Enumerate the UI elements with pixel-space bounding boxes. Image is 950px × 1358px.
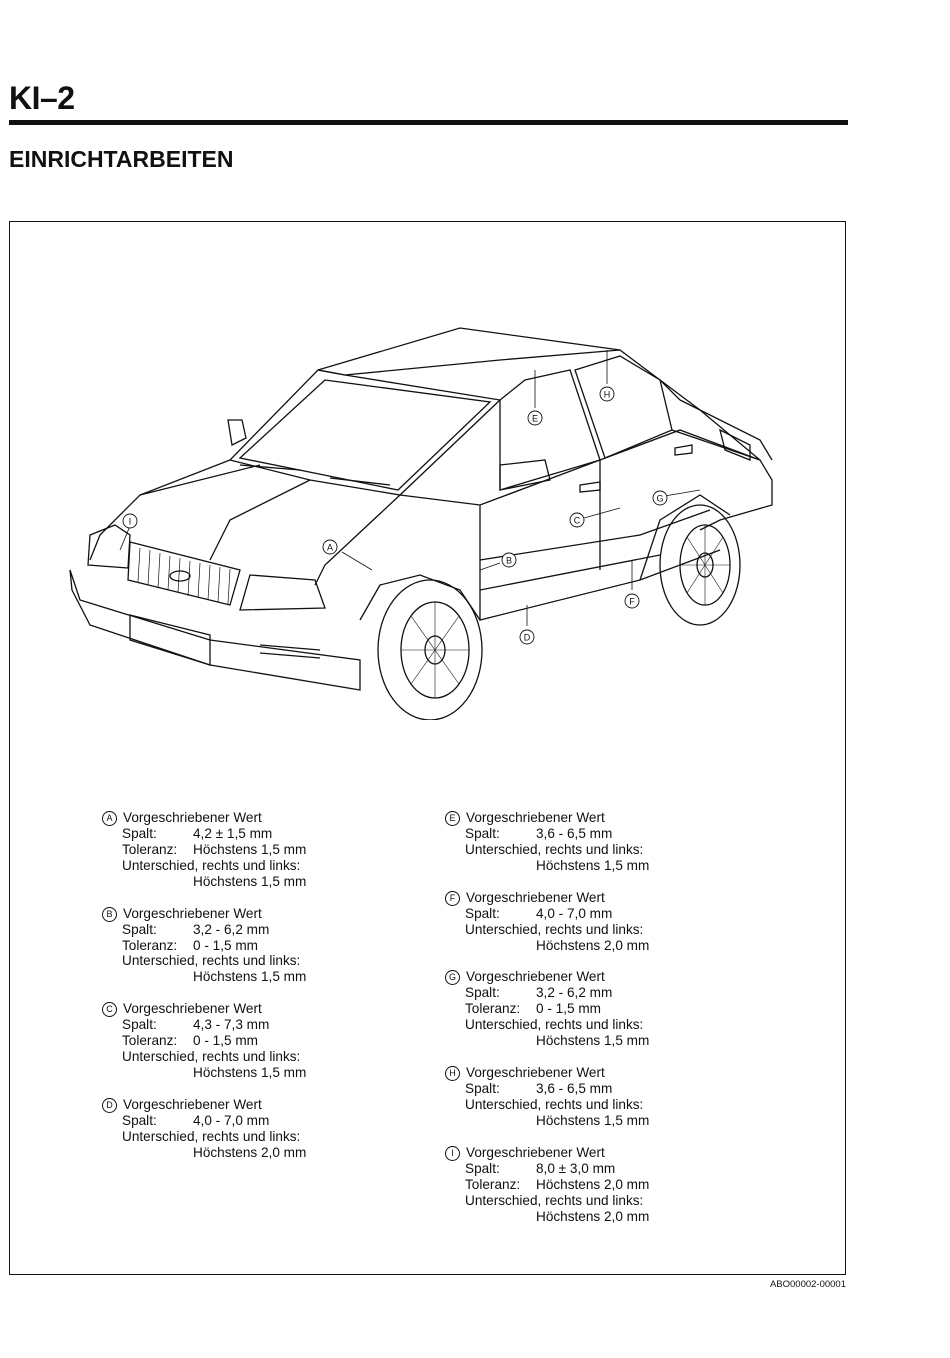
spec-value: 3,6 - 6,5 mm: [536, 1081, 613, 1097]
car-illustration: [60, 320, 780, 720]
spec-value: 3,2 - 6,2 mm: [193, 921, 270, 937]
callout-mark: B: [102, 907, 117, 922]
spec-label: Spalt:: [465, 826, 500, 841]
callout-mark: C: [102, 1002, 117, 1017]
callout-label: H: [603, 389, 611, 400]
spec-value: 0 - 1,5 mm: [193, 1033, 258, 1049]
spec-label: Spalt:: [465, 985, 500, 1001]
callout-mark: E: [445, 811, 460, 826]
callout-mark: A: [102, 811, 117, 826]
spec-title: Vorgeschriebener Wert: [466, 810, 605, 825]
spec-value: 3,2 - 6,2 mm: [536, 985, 613, 1001]
spec-entry-c: [102, 1001, 306, 1081]
spec-value: Höchstens 1,5 mm: [193, 841, 307, 857]
spec-value: Höchstens 1,5 mm: [536, 857, 650, 873]
spec-value: Höchstens 1,5 mm: [193, 1064, 307, 1080]
callout-mark: H: [445, 1066, 460, 1081]
spec-title: Vorgeschriebener Wert: [466, 969, 605, 985]
spec-title: Vorgeschriebener Wert: [466, 1144, 605, 1160]
spec-label: Unterschied, rechts und links:: [465, 1017, 644, 1033]
spec-value: Höchstens 1,5 mm: [193, 969, 307, 985]
spec-entry-h: [445, 1065, 649, 1129]
spec-value: 4,2 ± 1,5 mm: [193, 826, 273, 841]
spec-column-right: [445, 810, 649, 1240]
spec-value: 4,0 - 7,0 mm: [536, 905, 613, 921]
spec-value: Höchstens 2,0 mm: [536, 1208, 650, 1224]
spec-title: Vorgeschriebener Wert: [123, 905, 262, 921]
spec-label: Spalt:: [465, 1160, 500, 1176]
spec-value: 0 - 1,5 mm: [193, 937, 258, 953]
spec-title: Vorgeschriebener Wert: [466, 889, 605, 905]
spec-label: Unterschied, rechts und links:: [122, 857, 301, 873]
callout-label: D: [523, 632, 531, 643]
spec-title: Vorgeschriebener Wert: [123, 810, 262, 825]
spec-label: Unterschied, rechts und links:: [465, 921, 644, 937]
spec-value: Höchstens 2,0 mm: [536, 1176, 650, 1192]
callout-label: E: [531, 413, 539, 424]
spec-label: Spalt:: [122, 1017, 157, 1033]
spec-value: Höchstens 1,5 mm: [193, 873, 307, 889]
spec-label: Unterschied, rechts und links:: [465, 841, 644, 857]
spec-label: Unterschied, rechts und links:: [465, 1096, 644, 1112]
callout-label: G: [656, 493, 664, 504]
spec-label: Toleranz:: [465, 1001, 521, 1017]
spec-value: Höchstens 2,0 mm: [193, 1144, 307, 1160]
spec-title: Vorgeschriebener Wert: [123, 1001, 262, 1017]
spec-label: Toleranz:: [122, 937, 178, 953]
spec-title: Vorgeschriebener Wert: [123, 1096, 262, 1112]
callout-mark: G: [445, 970, 460, 985]
spec-entry-g: [445, 969, 649, 1049]
spec-label: Toleranz:: [122, 1033, 178, 1049]
figure-code: ABO00002-00001: [769, 1279, 846, 1290]
spec-column-left: [102, 810, 306, 1177]
spec-entry-e: [445, 810, 649, 874]
spec-label: Spalt:: [122, 921, 157, 937]
section-title: EINRICHTARBEITEN: [9, 146, 234, 172]
callout-mark: F: [445, 891, 460, 906]
callout-label: A: [326, 542, 334, 553]
spec-label: Spalt:: [465, 905, 500, 921]
spec-label: Toleranz:: [122, 841, 178, 857]
spec-label: Spalt:: [122, 1112, 157, 1128]
header-rule: [9, 120, 848, 125]
spec-entry-a: [102, 810, 306, 890]
spec-value: 0 - 1,5 mm: [536, 1001, 601, 1017]
spec-value: 3,6 - 6,5 mm: [536, 826, 613, 841]
spec-label: Spalt:: [122, 826, 157, 841]
spec-label: Toleranz:: [465, 1176, 521, 1192]
spec-entry-f: [445, 890, 649, 954]
spec-entry-b: [102, 906, 306, 986]
spec-title: Vorgeschriebener Wert: [466, 1065, 605, 1081]
spec-value: 4,3 - 7,3 mm: [193, 1017, 270, 1033]
spec-entry-d: [102, 1097, 306, 1161]
spec-value: Höchstens 2,0 mm: [536, 937, 650, 953]
page-code: KI–2: [9, 80, 75, 116]
callout-label: C: [573, 515, 581, 526]
callout-mark: I: [445, 1146, 460, 1161]
callout-label: F: [629, 596, 635, 607]
spec-label: Spalt:: [465, 1081, 500, 1097]
callout-label: I: [128, 516, 132, 527]
callout-label: B: [505, 555, 513, 566]
spec-label: Unterschied, rechts und links:: [122, 953, 301, 969]
spec-label: Unterschied, rechts und links:: [122, 1128, 301, 1144]
spec-value: Höchstens 1,5 mm: [536, 1033, 650, 1049]
spec-label: Unterschied, rechts und links:: [122, 1049, 301, 1065]
spec-label: Unterschied, rechts und links:: [465, 1192, 644, 1208]
spec-entry-i: [445, 1145, 649, 1225]
spec-value: 4,0 - 7,0 mm: [193, 1112, 270, 1128]
spec-value: Höchstens 1,5 mm: [536, 1112, 650, 1128]
callout-mark: D: [102, 1098, 117, 1113]
spec-value: 8,0 ± 3,0 mm: [536, 1160, 616, 1176]
